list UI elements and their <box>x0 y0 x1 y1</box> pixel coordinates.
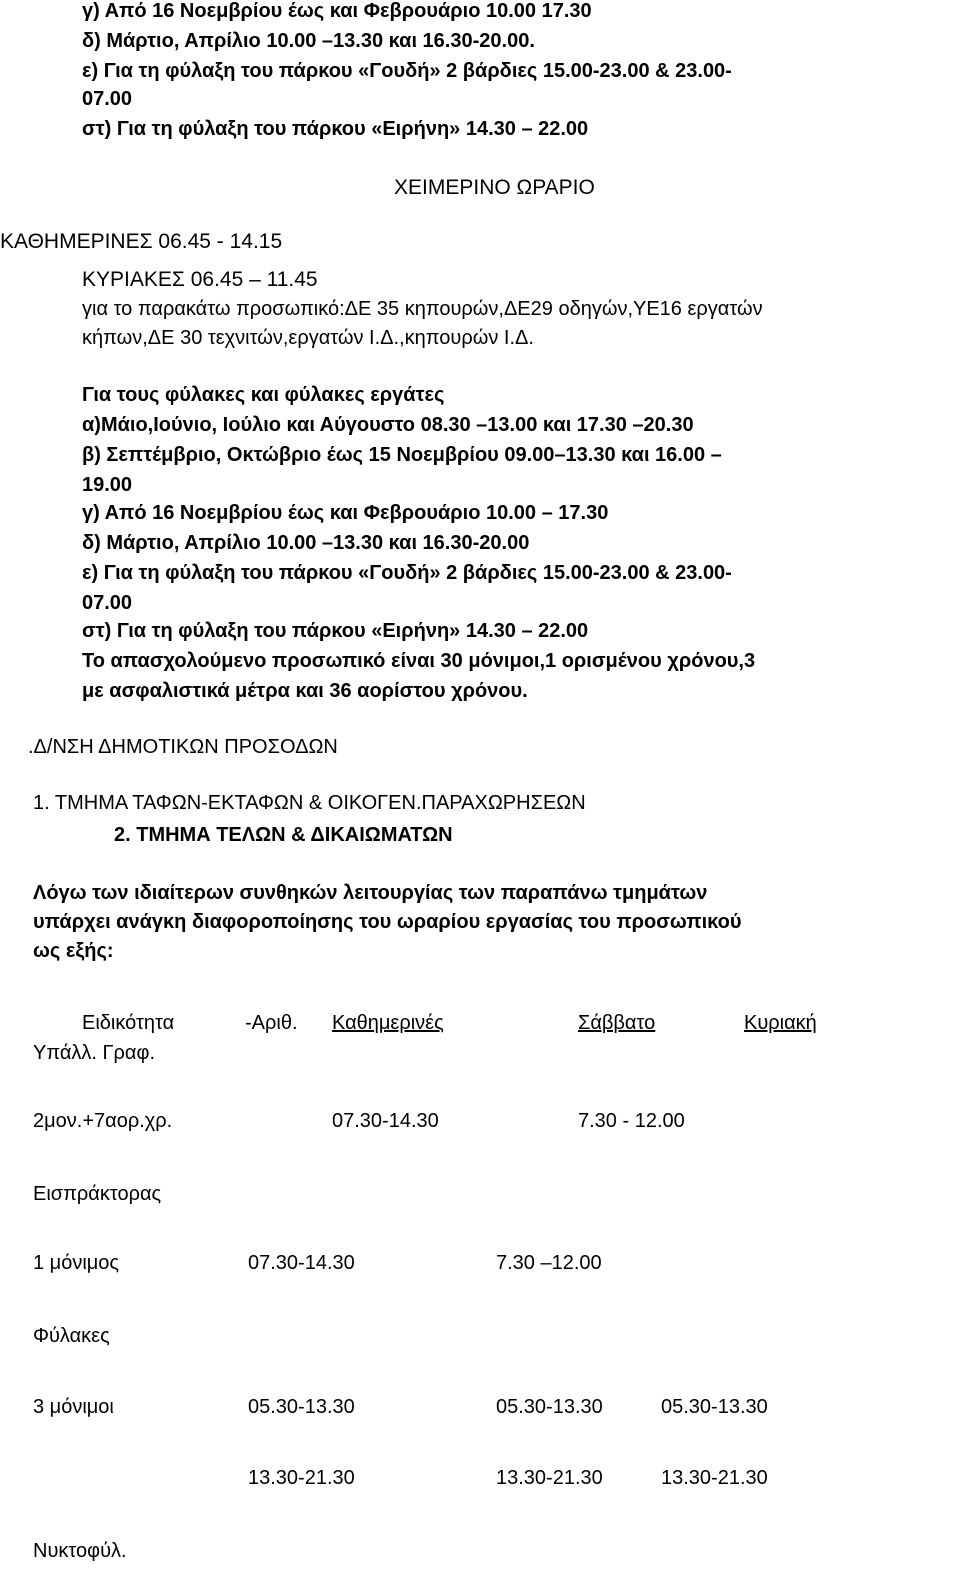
collectors-weekdays: 07.30-14.30 <box>248 1252 355 1274</box>
guards-b1: β) Σεπτέμβριο, Οκτώβριο έως 15 Νοεμβρίου 09.00–13.30 και 16.00 – <box>82 444 722 466</box>
guards-sunday-shift2: 13.30-21.30 <box>661 1467 768 1489</box>
top-schedule-g: γ) Από 16 Νοεμβρίου έως και Φεβρουάριο 10.00 17.30 <box>82 0 592 22</box>
guards-staff-line2: με ασφαλιστικά μέτρα και 36 αορίστου χρόνου. <box>82 680 528 702</box>
section-2-title: 2. ΤΜΗΜΑ ΤΕΛΩΝ & ΔΙΚΑΙΩΜΑΤΩΝ <box>114 824 453 846</box>
section-1-title: 1. ΤΜΗΜΑ ΤΑΦΩΝ-ΕΚΤΑΦΩΝ & ΟΙΚΟΓΕΝ.ΠΑΡΑΧΩΡΗΣΕΩΝ <box>33 792 586 814</box>
header-saturday: Σάββατο <box>578 1012 656 1034</box>
winter-weekdays: ΚΑΘΗΜΕΡΙΝΕΣ 06.45 - 14.15 <box>0 230 283 253</box>
guards-st: στ) Για τη φύλαξη του πάρκου «Ειρήνη» 14.30 – 22.00 <box>82 620 589 642</box>
intro-line2: υπάρχει ανάγκη διαφοροποίησης του ωραρίου εργασίας του προσωπικού <box>33 911 742 933</box>
header-count: -Αριθ. <box>245 1012 298 1034</box>
guards-e2: 07.00 <box>82 592 133 614</box>
guards-e1: ε) Για τη φύλαξη του πάρκου «Γουδή» 2 βάρδιες 15.00-23.00 & 23.00- <box>82 562 732 584</box>
header-sunday: Κυριακή <box>744 1012 817 1034</box>
night-guards-label: Νυκτοφύλ. <box>33 1540 127 1562</box>
guards-weekdays-shift1: 05.30-13.30 <box>248 1396 355 1418</box>
header-weekdays: Καθημερινές <box>332 1012 444 1034</box>
winter-staff-line2: κήπων,ΔΕ 30 τεχνιτών,εργατών Ι.Δ.,κηπουρών Ι.Δ. <box>82 327 534 349</box>
guards-weekdays-shift2: 13.30-21.30 <box>248 1467 355 1489</box>
clerks-saturday: 7.30 - 12.00 <box>578 1110 685 1132</box>
intro-line1: Λόγω των ιδιαίτερων συνθηκών λειτουργίας των παραπάνω τμημάτων <box>33 882 708 904</box>
clerks-count: 2μον.+7αορ.χρ. <box>33 1110 173 1132</box>
top-schedule-e1: ε) Για τη φύλαξη του πάρκου «Γουδή» 2 βάρδιες 15.00-23.00 & 23.00- <box>82 60 732 82</box>
intro-line3: ως εξής: <box>33 940 114 962</box>
guards-a: α)Μάιο,Ιούνιο, Ιούλιο και Αύγουστο 08.30 –13.00 και 17.30 –20.30 <box>82 414 694 436</box>
header-specialty: Ειδικότητα <box>82 1012 175 1034</box>
top-schedule-d: δ) Μάρτιο, Απρίλιο 10.00 –13.30 και 16.30-20.00. <box>82 30 535 52</box>
guards-saturday-shift2: 13.30-21.30 <box>496 1467 603 1489</box>
header-employees: Υπάλλ. Γραφ. <box>33 1042 156 1064</box>
directorate-title: .Δ/ΝΣΗ ΔΗΜΟΤΙΚΩΝ ΠΡΟΣΟΔΩΝ <box>28 736 338 758</box>
guards-staff-line1: Το απασχολούμενο προσωπικό είναι 30 μόνιμοι,1 ορισμένου χρόνου,3 <box>82 650 756 672</box>
guards-d: δ) Μάρτιο, Απρίλιο 10.00 –13.30 και 16.30-20.00 <box>82 532 530 554</box>
collectors-saturday: 7.30 –12.00 <box>496 1252 602 1274</box>
guards-b2: 19.00 <box>82 474 133 496</box>
guards-saturday-shift1: 05.30-13.30 <box>496 1396 603 1418</box>
guards-heading: Για τους φύλακες και φύλακες εργάτες <box>82 384 445 406</box>
collectors-label: Εισπράκτορας <box>33 1183 162 1205</box>
top-schedule-e2: 07.00 <box>82 88 133 110</box>
guards-count: 3 μόνιμοι <box>33 1396 114 1418</box>
guards-label: Φύλακες <box>33 1325 110 1347</box>
guards-g: γ) Από 16 Νοεμβρίου έως και Φεβρουάριο 10.00 – 17.30 <box>82 502 609 524</box>
collectors-count: 1 μόνιμος <box>33 1252 120 1274</box>
winter-sundays: ΚΥΡΙΑΚΕΣ 06.45 – 11.45 <box>82 268 318 291</box>
top-schedule-st: στ) Για τη φύλαξη του πάρκου «Ειρήνη» 14.30 – 22.00 <box>82 118 589 140</box>
winter-heading: ΧΕΙΜΕΡΙΝΟ ΩΡΑΡΙΟ <box>394 176 595 199</box>
winter-staff-line1: για το παρακάτω προσωπικό:ΔΕ 35 κηπουρών,ΔΕ29 οδηγών,ΥΕ16 εργατών <box>82 298 763 320</box>
guards-sunday-shift1: 05.30-13.30 <box>661 1396 768 1418</box>
clerks-weekdays: 07.30-14.30 <box>332 1110 439 1132</box>
